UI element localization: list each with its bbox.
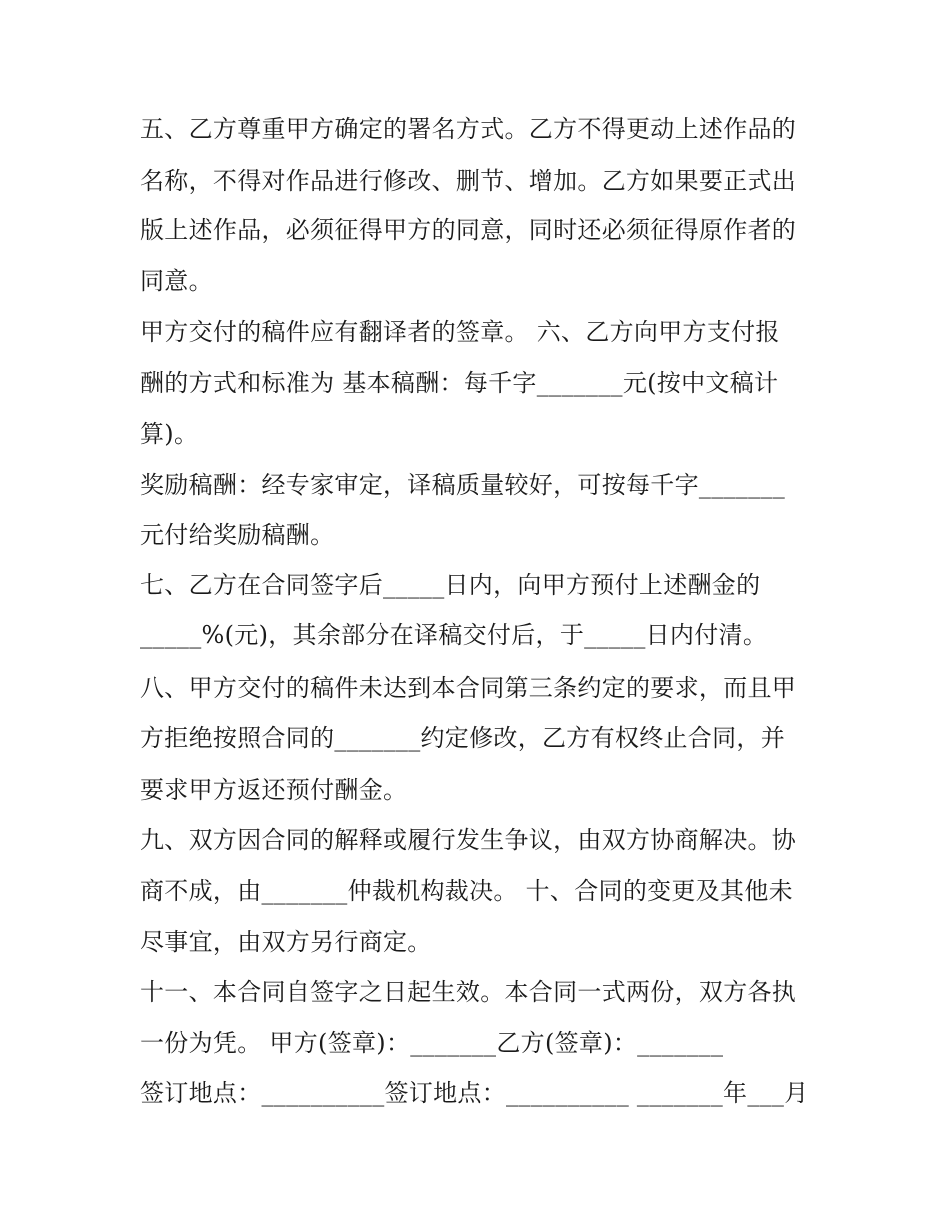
text-line: 商不成，由_______仲裁机构裁决。 十、合同的变更及其他未 <box>140 877 793 905</box>
text-line: 尽事宜，由双方另行商定。 <box>140 928 432 956</box>
text-line: 元付给奖励稿酬。 <box>140 521 335 549</box>
text-line: 方拒绝按照合同的_______约定修改，乙方有权终止合同，并 <box>140 724 785 752</box>
text-line: 同意。 <box>140 267 213 295</box>
text-line: 十一、本合同自签字之日起生效。本合同一式两份，双方各执 <box>140 978 797 1006</box>
text-line: 七、乙方在合同签字后_____日内，向甲方预付上述酬金的 <box>140 571 761 599</box>
text-line: 要求甲方返还预付酬金。 <box>140 776 408 804</box>
text-line: _____%(元)，其余部分在译稿交付后，于_____日内付清。 <box>140 621 768 649</box>
text-line: 名称，不得对作品进行修改、删节、增加。乙方如果要正式出 <box>140 167 797 195</box>
text-line: 八、甲方交付的稿件未达到本合同第三条约定的要求，而且甲 <box>140 674 797 702</box>
text-line: 版上述作品，必须征得甲方的同意，同时还必须征得原作者的 <box>140 216 797 244</box>
text-line: 签订地点：__________签订地点：__________ _______年___月 <box>140 1079 809 1107</box>
text-line: 九、双方因合同的解释或履行发生争议，由双方协商解决。协 <box>140 826 797 854</box>
text-line: 甲方交付的稿件应有翻译者的签章。 六、乙方向甲方支付报 <box>140 318 780 346</box>
text-line: 一份为凭。 甲方(签章)：_______乙方(签章)：_______ <box>140 1029 724 1057</box>
text-line: 五、乙方尊重甲方确定的署名方式。乙方不得更动上述作品的 <box>140 115 797 143</box>
text-line: 酬的方式和标准为 基本稿酬：每千字_______元(按中文稿计 <box>140 369 779 397</box>
text-line: 算)。 <box>140 420 199 448</box>
text-line: 奖励稿酬：经专家审定，译稿质量较好，可按每千字_______ <box>140 471 785 499</box>
